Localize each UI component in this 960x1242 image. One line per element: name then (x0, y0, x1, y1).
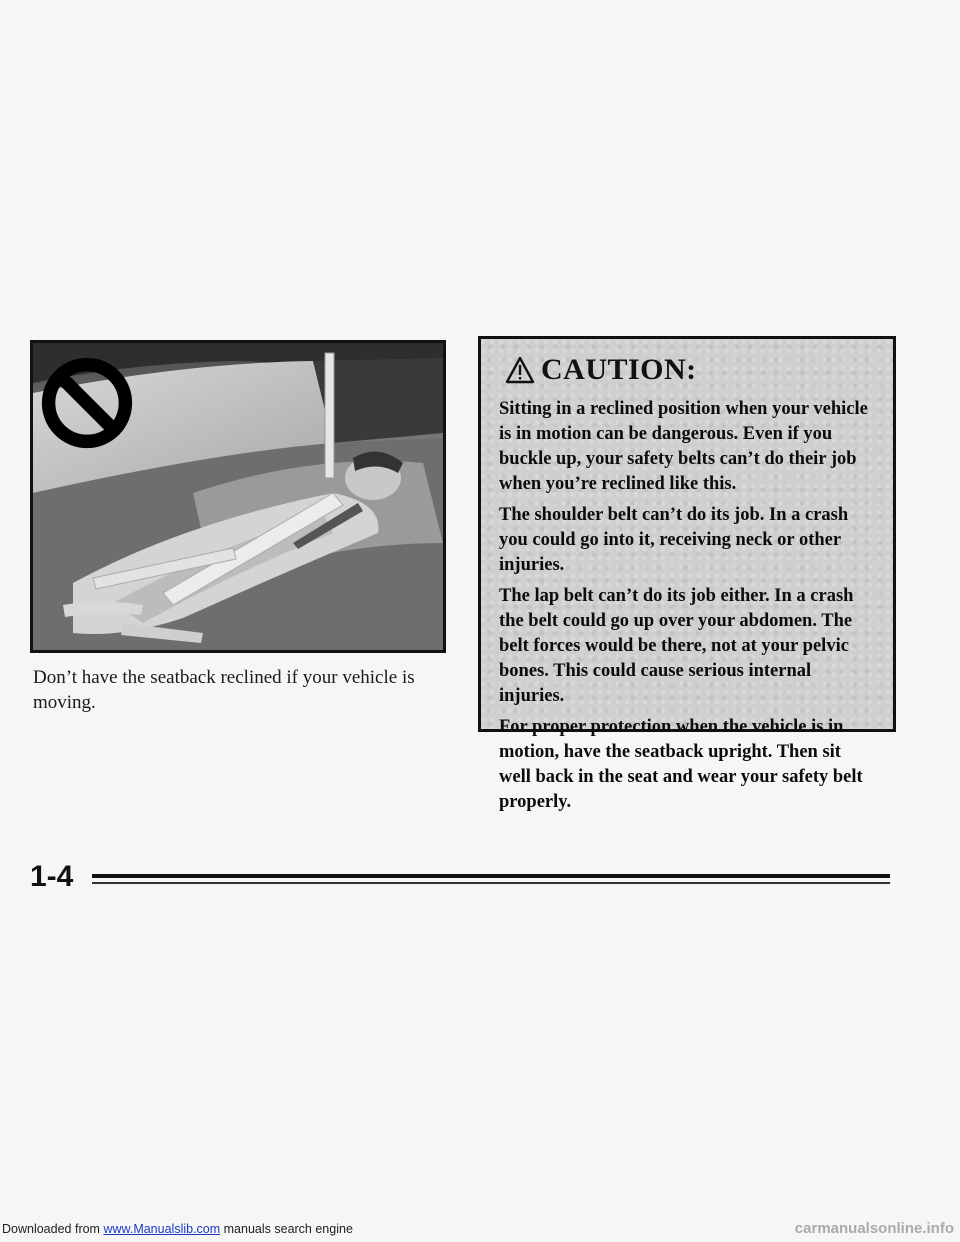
caution-box (478, 336, 896, 812)
page-number: 1-4 (30, 860, 74, 893)
watermark-suffix: manuals search engine (220, 1222, 353, 1236)
caution-body (499, 397, 875, 815)
caution-paragraph: The lap belt can’t do its job either. In a crash the belt could go up over your abdomen. The belt forces would be there, not at your pelvic bones. This could cause serious internal injuries. (499, 586, 854, 706)
caution-header (505, 353, 875, 387)
watermark-left (2, 1222, 353, 1236)
caution-paragraph: For proper protection when the vehicle is in motion, have the seatback upright. Then sit well back in the seat and wear your safety belt properly. (499, 717, 863, 812)
reclined-seat-illustration (30, 340, 446, 653)
manualslib-link[interactable]: www.Manualslib.com (103, 1222, 221, 1236)
illustration-caption: Don’t have the seatback reclined if your vehicle is moving. (33, 667, 415, 713)
warning-triangle-icon (505, 356, 535, 384)
caution-paragraph: The shoulder belt can’t do its job. In a crash you could go into it, receiving neck or other injuries. (499, 505, 849, 575)
caution-paragraph: Sitting in a reclined position when your vehicle is in motion can be dangerous. Even if you buckle up, your safety belts can’t do their job when you’re reclined like this. (499, 399, 868, 494)
download-watermark (0, 1216, 960, 1242)
watermark-right: carmanualsonline.info (794, 1220, 954, 1237)
footer-rule-thick (92, 874, 890, 878)
page-footer (30, 860, 890, 910)
watermark-prefix: Downloaded from (2, 1222, 104, 1236)
no-symbol-icon (39, 355, 135, 451)
caution-title: CAUTION: (541, 353, 697, 386)
footer-rule-thin (92, 882, 890, 884)
